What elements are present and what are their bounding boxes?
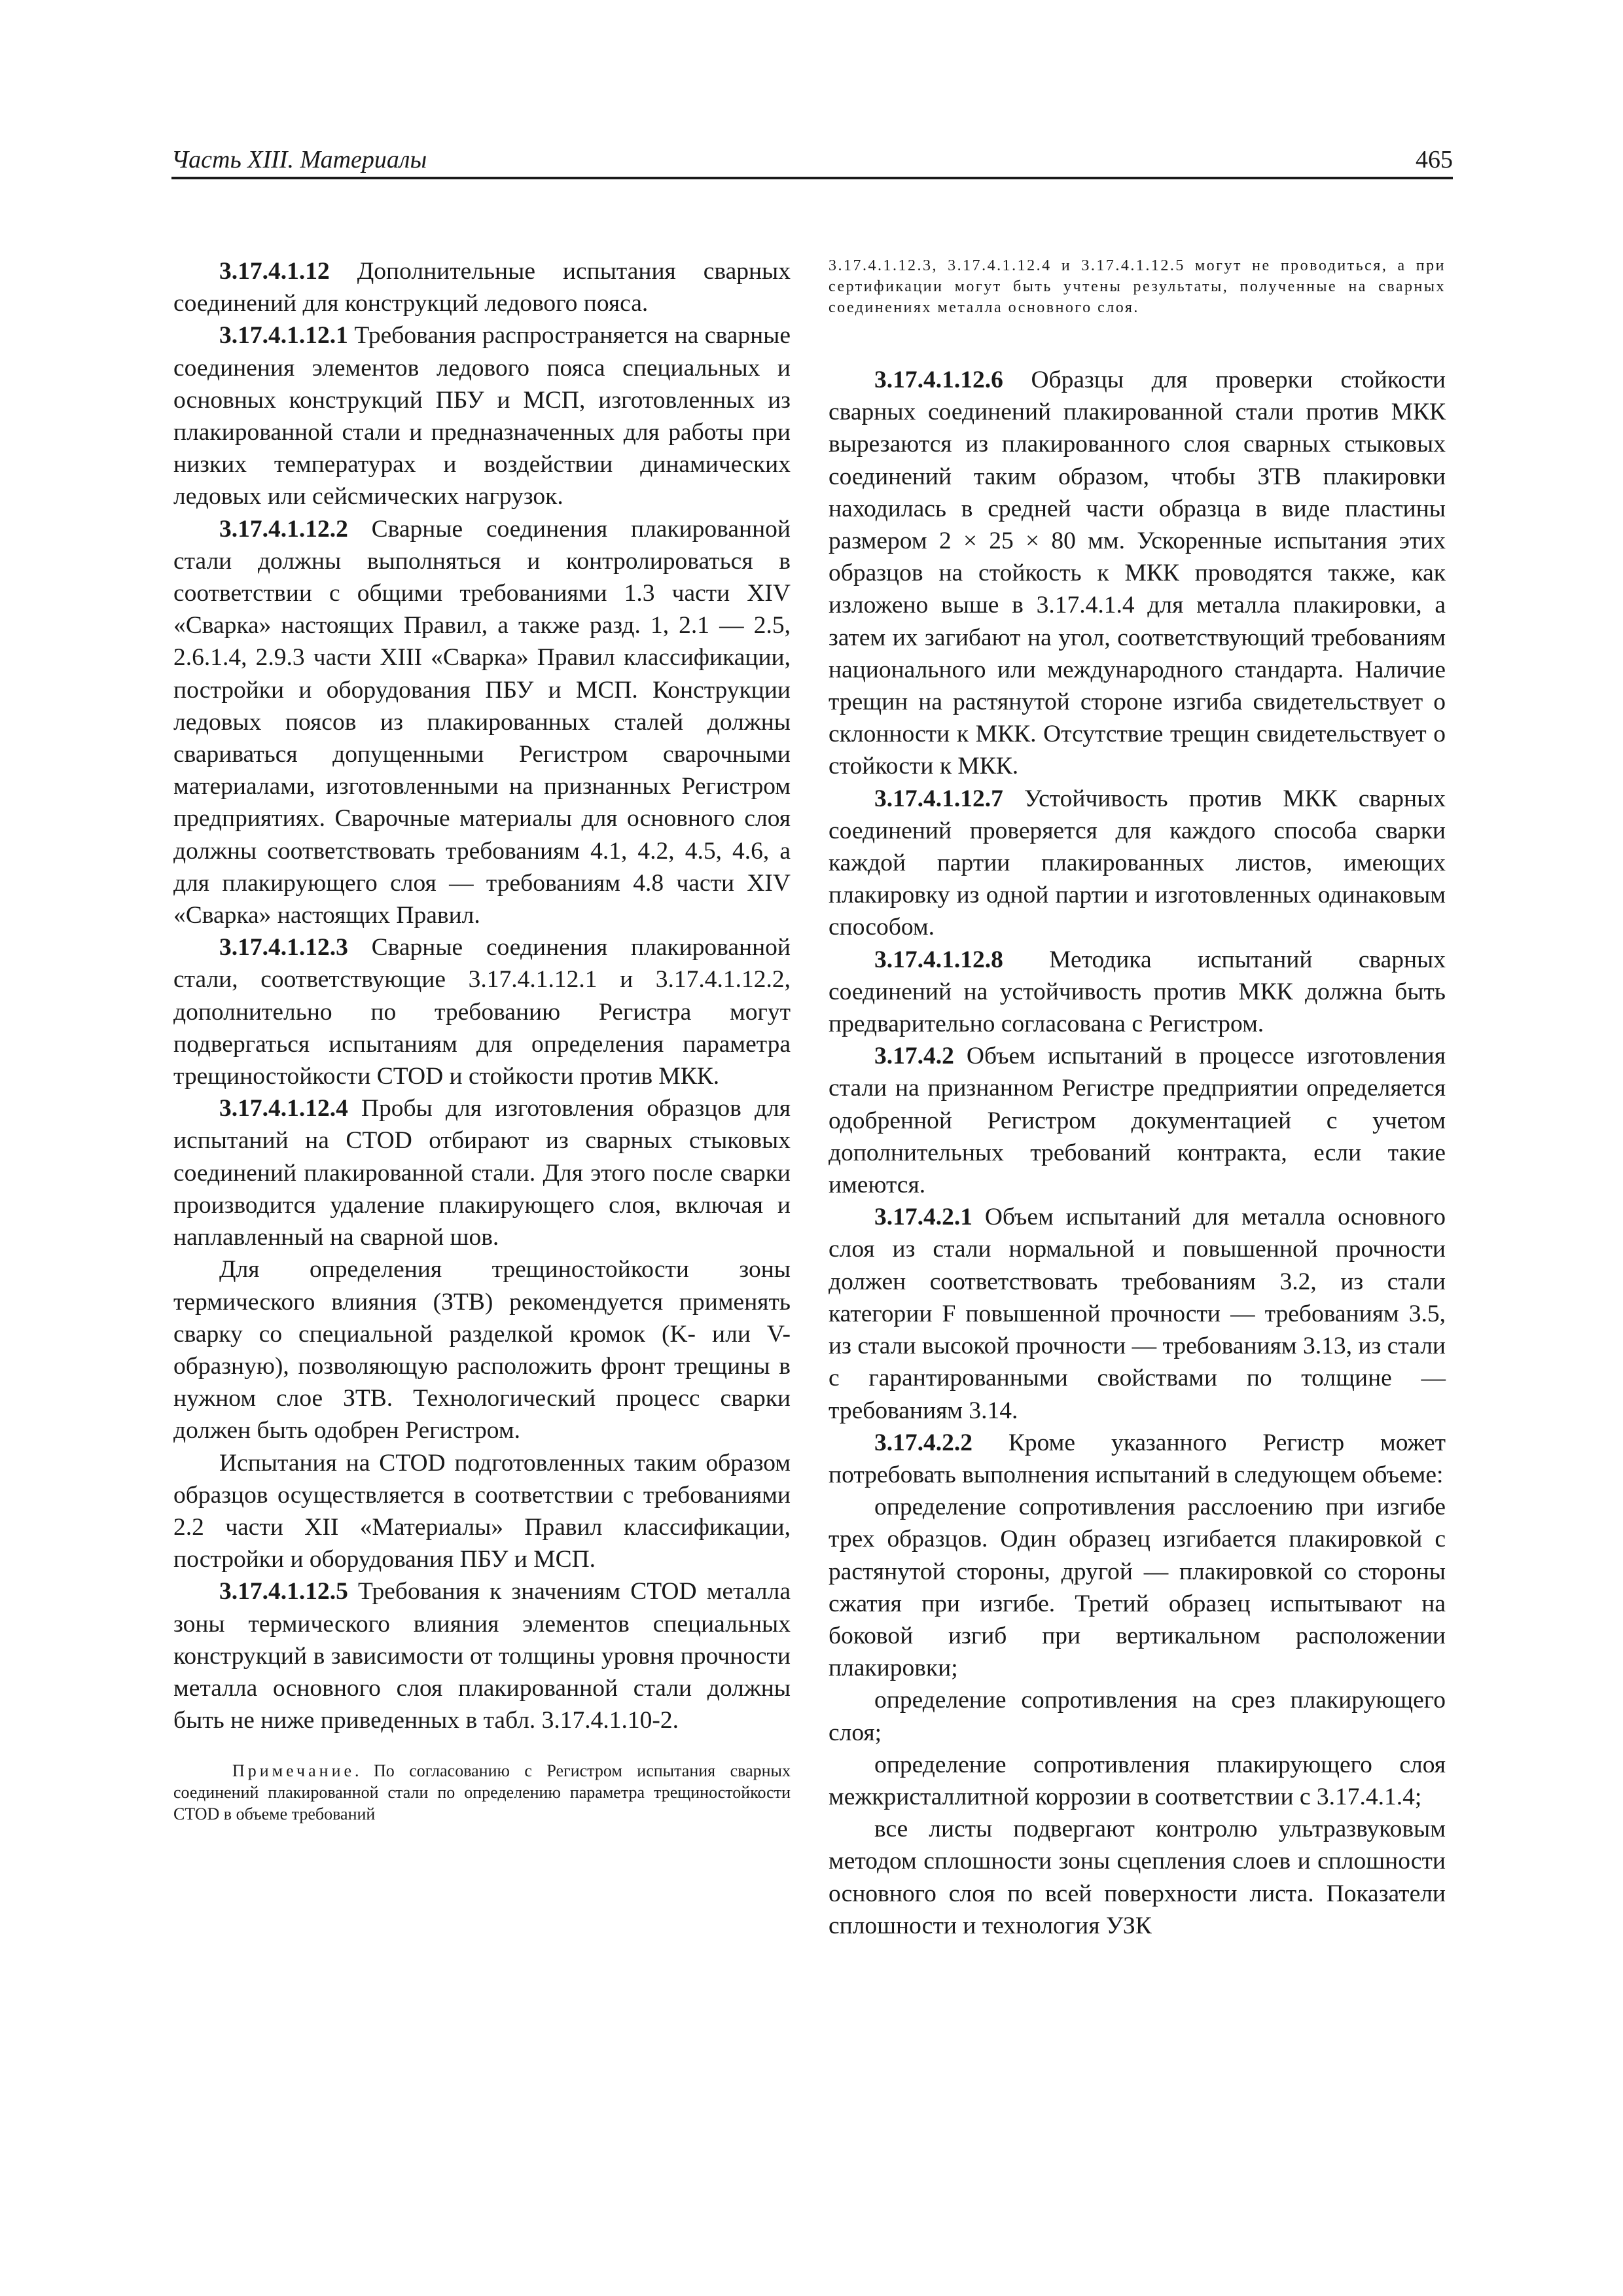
paragraph-text: определение сопротивления расслоению при изгибе трех образцов. Один образец изгибается плакировкой с растянутой стороны, другой — плакировкой со стороны сжатия при изгибе. Третий образец испытывают на боковой изгиб при вертикальном расположении плакировки; [829, 1494, 1446, 1682]
paragraph [173, 1092, 791, 1253]
paragraph-text: Дополнительные испытания сварных соединений для конструкций ледового пояса. [173, 258, 791, 317]
footnote [173, 1760, 791, 1825]
right-column [829, 255, 1446, 1942]
paragraph [829, 1427, 1446, 1491]
paragraph-text: Объем испытаний в процессе изготовления стали на признанном Регистре предприятии определяется одобренной Регистром документацией с учетом дополнительных требований контракта, если такие имеются. [829, 1043, 1446, 1199]
clause-number: 3.17.4.1.12.8 [874, 946, 1003, 973]
clause-number: 3.17.4.1.12.2 [219, 515, 348, 543]
clause-number: 3.17.4.2.2 [874, 1429, 972, 1456]
paragraph [173, 1575, 791, 1736]
paragraph [829, 783, 1446, 944]
paragraph-text: Требования к значениям CTOD металла зоны термического влияния элементов специальных конструкций в зависимости от толщины уровня прочности металла основного слоя плакированной стали должны быть не ниже приведенных в табл. 3.17.4.1.10-2. [173, 1578, 791, 1734]
paragraph [829, 1749, 1446, 1813]
page-number: 465 [1416, 146, 1453, 173]
paragraph [829, 1684, 1446, 1748]
clause-number: 3.17.4.2 [874, 1043, 954, 1070]
running-title: Часть XIII. Материалы [171, 146, 427, 173]
footnote-continuation: 3.17.4.1.12.3, 3.17.4.1.12.4 и 3.17.4.1.12.5 могут не проводиться, а при сертификации могут быть учтены результаты, полученные на сварных соединениях металла основного слоя. [829, 257, 1446, 316]
note-label: Примечание [232, 1761, 355, 1781]
header-divider [171, 177, 1453, 179]
paragraph [829, 1813, 1446, 1942]
paragraph-text: Объем испытаний для металла основного слоя из стали нормальной и повышенной прочности должен соответствовать требованиям 3.2, из стали категории F повышенной прочности — требованиям 3.5, из стали высокой прочности — требованиям 3.13, из стали с гарантированными свойствами по толщине — требованиям 3.14. [829, 1204, 1446, 1424]
paragraph [173, 931, 791, 1092]
paragraph [173, 1253, 791, 1446]
clause-number: 3.17.4.2.1 [874, 1204, 972, 1231]
paragraph-text: Испытания на CTOD подготовленных таким образом образцов осуществляется в соответствии с требованиями 2.2 части XII «Материалы» Правил классификации, постройки и оборудования ПБУ и МСП. [173, 1449, 791, 1573]
paragraph [829, 944, 1446, 1041]
paragraph [829, 1201, 1446, 1426]
paragraph-text: Требования распространяется на сварные соединения элементов ледового пояса специальных и основных конструкций ПБУ и МСП, изготовленных из плакированной стали и предназначенных для работы при низких температурах и воздействии динамических ледовых или сейсмических нагрузок. [173, 322, 791, 511]
paragraph-text: все листы подвергают контролю ультразвуковым методом сплошности зоны сцепления слоев и сплошности основного слоя по всей поверхности листа. Показатели сплошности и технология УЗК [829, 1816, 1446, 1939]
paragraph-text: Методика испытаний сварных соединений на устойчивость против МКК должна быть предварительно согласована с Регистром. [829, 946, 1446, 1038]
clause-number: 3.17.4.1.12.6 [874, 367, 1003, 393]
paragraph [173, 513, 791, 932]
paragraph [173, 255, 791, 319]
clause-number: 3.17.4.1.12.4 [219, 1095, 348, 1122]
paragraph [829, 1040, 1446, 1201]
paragraph [829, 1491, 1446, 1684]
paragraph [829, 364, 1446, 783]
paragraph-text: Образцы для проверки стойкости сварных соединений плакированной стали против МКК вырезаются из плакированного слоя сварных стыковых соединений таким образом, чтобы ЗТВ плакировки находилась в средней части образца в виде пластины размером 2 × 25 × 80 мм. Ускоренные испытания этих образцов на стойкость к МКК проводятся также, как изложено выше в 3.17.4.1.4 для металла плакировки, а затем их загибают на угол, соответствующий требованиям национального или международного стандарта. Наличие трещин на растянутой стороне изгиба свидетельствует о склонности к МКК. Отсутствие трещин свидетельствует о стойкости к МКК. [829, 367, 1446, 780]
paragraph-text: Кроме указанного Регистр может потребовать выполнения испытаний в следующем объеме: [829, 1429, 1446, 1488]
paragraph-text: Устойчивость против МКК сварных соединений проверяется для каждого способа сварки каждой партии плакированных листов, имеющих плакировку из одной партии и изготовленных одинаковым способом. [829, 785, 1446, 941]
paragraph-text: определение сопротивления плакирующего слоя межкристаллитной коррозии в соответствии с 3.17.4.1.4; [829, 1751, 1446, 1810]
clause-number: 3.17.4.1.12.3 [219, 934, 348, 961]
paragraph [173, 319, 791, 512]
paragraph-text: Сварные соединения плакированной стали должны выполняться и контролироваться в соответствии с общими требованиями 1.3 части XIV «Сварка» настоящих Правил, а также разд. 1, 2.1 — 2.5, 2.6.1.4, 2.9.3 части XIII «Сварка» Правил классификации, постройки и оборудования ПБУ и МСП. Конструкции ледовых поясов из плакированных сталей должны свариваться допущенными Регистром сварочными материалами, изготовленными на признанных Регистром предприятиях. Сварочные материалы для основного слоя должны соответствовать требованиям 4.1, 4.2, 4.5, 4.6, а для плакирующего слоя — требованиям 4.8 части XIV «Сварка» настоящих Правил. [173, 515, 791, 929]
clause-number: 3.17.4.1.12.5 [219, 1578, 348, 1605]
clause-number: 3.17.4.1.12.7 [874, 785, 1003, 812]
paragraph-text: определение сопротивления на срез плакирующего слоя; [829, 1687, 1446, 1746]
clause-number: 3.17.4.1.12 [219, 258, 330, 285]
left-column [173, 255, 791, 1825]
paragraph-text: Для определения трещиностойкости зоны термического влияния (ЗТВ) рекомендуется применять сварку со специальной разделкой кромок (K- или V-образную), позволяющую расположить фронт трещины в нужном слое ЗТВ. Технологический процесс сварки должен быть одобрен Регистром. [173, 1256, 791, 1444]
clause-number: 3.17.4.1.12.1 [219, 322, 348, 350]
paragraph-text: Сварные соединения плакированной стали, соответствующие 3.17.4.1.12.1 и 3.17.4.1.12.2, дополнительно по требованию Регистра могут подвергаться испытаниям для определения параметра трещиностойкости CTOD и стойкости против МКК. [173, 934, 791, 1090]
note-text: . По согласованию с Регистром испытания сварных соединений плакированной стали по определению параметра трещиностойкости CTOD в объеме требований [173, 1761, 791, 1824]
paragraph [173, 1447, 791, 1576]
page-header [171, 145, 1453, 178]
paragraph-text: Пробы для изготовления образцов для испытаний на CTOD отбирают из сварных стыковых соединений плакированной стали. Для этого после сварки производится удаление плакирующего слоя, включая и наплавленный на сварной шов. [173, 1095, 791, 1251]
